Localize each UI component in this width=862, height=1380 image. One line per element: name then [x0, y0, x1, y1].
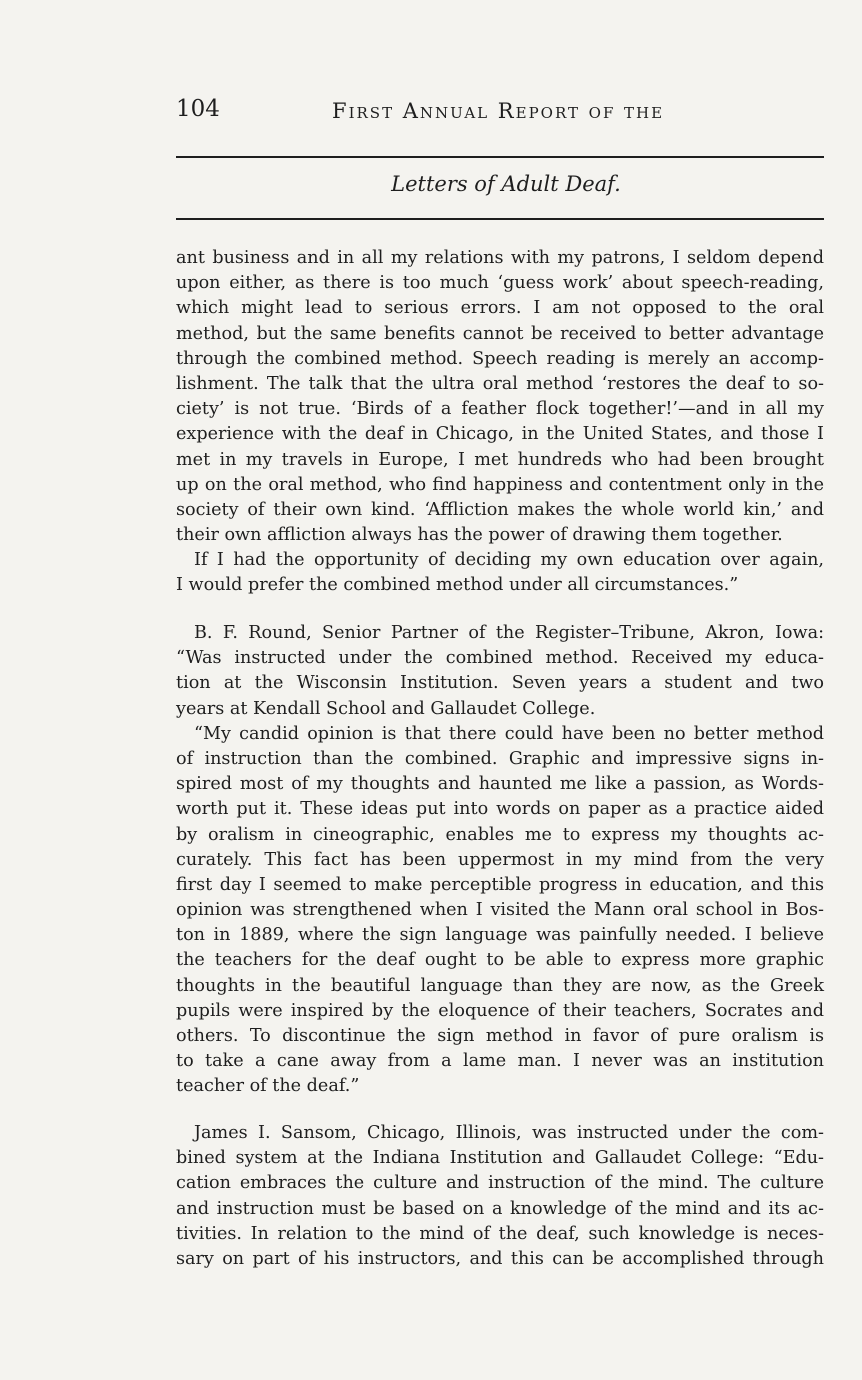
text-line: bined system at the Indiana Institution and Gallaudet College: “Edu-	[176, 1148, 824, 1169]
text-block	[176, 1121, 824, 1272]
header-rule-bottom	[176, 218, 824, 220]
text-line: first day I seemed to make perceptible progress in education, and this	[176, 874, 824, 895]
text-line: worth put it. These ideas put into words on paper as a practice aided	[176, 799, 824, 820]
text-line: years at Kendall School and Gallaudet College.	[176, 698, 596, 719]
text-line: curately. This fact has been uppermost in my mind from the very	[176, 849, 824, 870]
text-line: of instruction than the combined. Graphic and impressive signs in-	[176, 748, 824, 769]
text-line: ciety’ is not true. ‘Birds of a feather flock together!’—and in all my	[176, 399, 824, 420]
text-line: ton in 1889, where the sign language was painfully needed. I believe	[176, 925, 824, 946]
text-line: “My candid opinion is that there could have been no better method	[194, 723, 824, 744]
text-line: “Was instructed under the combined method. Received my educa-	[176, 648, 824, 669]
text-line: ant business and in all my relations with my patrons, I seldom depend	[176, 248, 824, 268]
text-line: B. F. Round, Senior Partner of the Register–Tribune, Akron, Iowa:	[194, 623, 824, 643]
running-head: First Annual Report of the	[332, 99, 665, 123]
text-line: by oralism in cineographic, enables me to express my thoughts ac-	[176, 824, 824, 845]
text-line: pupils were inspired by the eloquence of their teachers, Socrates and	[176, 1000, 824, 1021]
text-line: sary on part of his instructors, and this can be accomplished through	[176, 1248, 824, 1269]
text-line: which might lead to serious errors. I am not opposed to the oral	[176, 298, 824, 319]
section-title: Letters of Adult Deaf.	[391, 172, 621, 196]
text-line: spired most of my thoughts and haunted me like a passion, as Words-	[176, 774, 824, 795]
text-line: society of their own kind. ‘Affliction makes the whole world kin,’ and	[176, 499, 824, 520]
text-block	[176, 621, 824, 1100]
text-line: tion at the Wisconsin Institution. Seven years a student and two	[176, 673, 824, 694]
text-line: their own affliction always has the power of drawing them together.	[176, 525, 783, 546]
text-line: If I had the opportunity of deciding my own education over again,	[194, 550, 824, 571]
text-line: up on the oral method, who find happiness and contentment only in the	[176, 474, 824, 495]
text-line: teacher of the deaf.”	[176, 1076, 360, 1097]
text-line: to take a cane away from a lame man. I never was an institution	[176, 1051, 824, 1072]
text-line: through the combined method. Speech reading is merely an accomp-	[176, 348, 824, 369]
text-line: tivities. In relation to the mind of the deaf, such knowledge is neces-	[176, 1223, 824, 1244]
text-line: lishment. The talk that the ultra oral method ‘restores the deaf to so-	[176, 373, 824, 394]
text-line: opinion was strengthened when I visited the Mann oral school in Bos-	[176, 900, 824, 921]
text-line: I would prefer the combined method under all circumstances.”	[176, 575, 739, 596]
text-line: cation embraces the culture and instruction of the mind. The culture	[176, 1173, 824, 1194]
text-line: upon either, as there is too much ‘guess work’ about speech-reading,	[176, 273, 824, 294]
page-number: 104	[176, 96, 220, 122]
text-block	[176, 246, 824, 599]
text-line: the teachers for the deaf ought to be able to express more graphic	[176, 950, 824, 971]
text-line: James I. Sansom, Chicago, Illinois, was instructed under the com-	[194, 1123, 824, 1143]
text-line: method, but the same benefits cannot be received to better advantage	[176, 323, 824, 344]
text-line: others. To discontinue the sign method in favor of pure oralism is	[176, 1026, 824, 1046]
text-line: and instruction must be based on a knowledge of the mind and its ac-	[176, 1198, 824, 1219]
header-rule-top	[176, 156, 824, 158]
text-line: experience with the deaf in Chicago, in the United States, and those I	[176, 424, 824, 445]
text-line: thoughts in the beautiful language than they are now, as the Greek	[176, 975, 824, 996]
text-line: met in my travels in Europe, I met hundreds who had been brought	[176, 449, 824, 470]
